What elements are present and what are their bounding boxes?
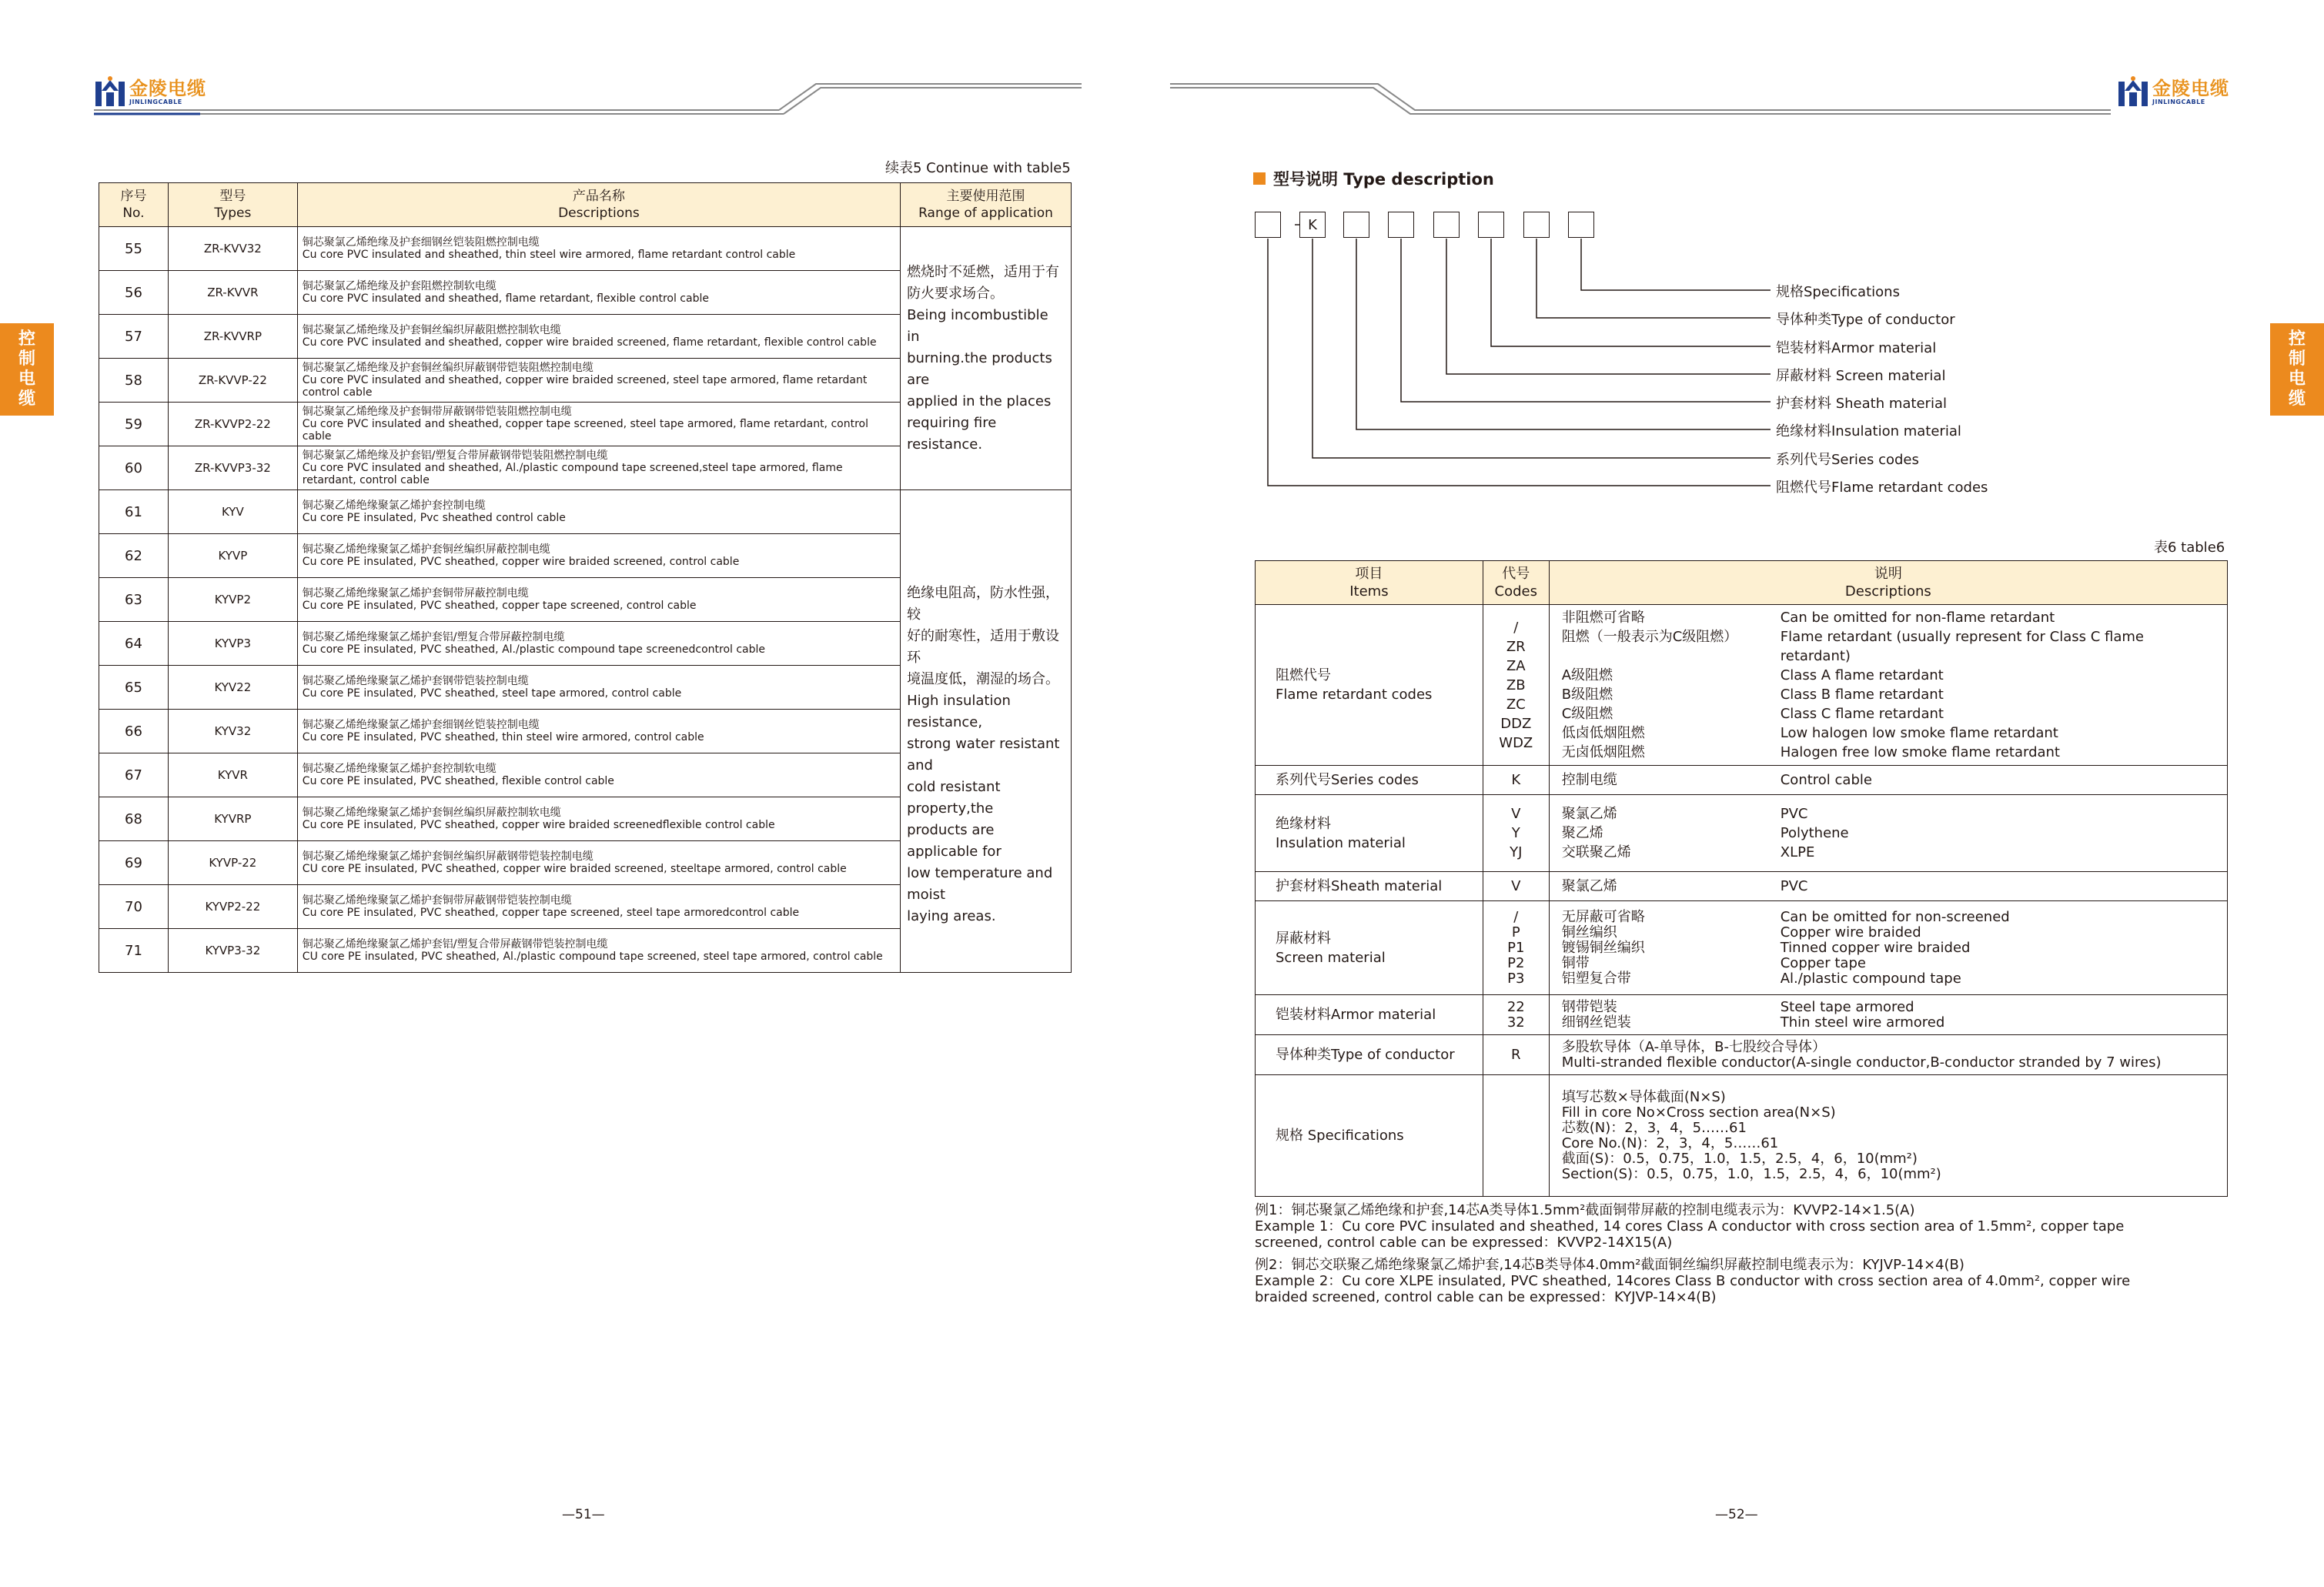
table-row	[99, 490, 1072, 534]
desc-zh: 铜芯聚氯乙烯绝缘及护套细钢丝铠装阻燃控制电缆	[302, 236, 540, 249]
desc-en: Cu core PE insulated, PVC sheathed, flexible control cable	[302, 775, 614, 787]
row-no: 68	[99, 797, 169, 841]
row-codes	[1483, 1075, 1549, 1197]
desc-zh: B级阻燃	[1561, 687, 1613, 703]
desc-zh: C级阻燃	[1561, 706, 1613, 722]
row-no: 62	[99, 534, 169, 578]
desc-en: Class B flame retardant	[1780, 687, 1944, 703]
row-no: 60	[99, 446, 169, 490]
row-type: KYVRP	[168, 797, 297, 841]
desc-line: 芯数(N)：2，3，4，5……61	[1561, 1119, 1747, 1136]
row-type: KYVP2	[168, 578, 297, 622]
example-notes	[1255, 1202, 2240, 1311]
row-desc	[297, 534, 900, 578]
row-no: 63	[99, 578, 169, 622]
diagram-box-2: K	[1299, 212, 1326, 238]
row-item: 绝缘材料 Insulation material	[1256, 795, 1483, 872]
table6-caption: 表6 table6	[2154, 540, 2225, 556]
desc-en: Cu core PVC insulated and sheathed, thin steel wire armored, flame retardant control cable	[302, 249, 796, 261]
row-item: 规格 Specifications	[1256, 1075, 1483, 1197]
row-type: KYV32	[168, 710, 297, 753]
range-fire-resistant: 燃烧时不延燃，适用于有 防火要求场合。 Being incombustible in burning.the products are applied in the places requiring fire resistance.	[901, 227, 1072, 490]
desc-en: Low halogen low smoke flame retardant	[1780, 725, 2058, 741]
row-no: 65	[99, 666, 169, 710]
desc-en: Halogen free low smoke flame retardant	[1780, 744, 2060, 760]
row-item: 阻燃代号 Flame retardant codes	[1256, 605, 1483, 766]
diagram-label-sheath: 护套材料 Sheath material	[1776, 396, 1947, 412]
row-type: KYV	[168, 490, 297, 534]
row-codes: V Y YJ	[1483, 795, 1549, 872]
desc-line: Multi-stranded flexible conductor(A-single conductor,B-conductor stranded by 7 wires)	[1561, 1054, 2162, 1071]
desc-zh: 镀锡铜丝编织	[1561, 939, 1645, 956]
desc-en: Al./plastic compound tape	[1780, 970, 1961, 987]
desc-zh: 铜芯聚乙烯绝缘聚氯乙烯护套铜丝编织屏蔽钢带铠装控制电缆	[302, 850, 594, 863]
desc-en: Control cable	[1780, 772, 1872, 788]
row-type: ZR-KVV32	[168, 227, 297, 271]
orange-square-icon	[1253, 172, 1266, 185]
row-item: 屏蔽材料 Screen material	[1256, 901, 1483, 995]
row-desc	[297, 271, 900, 315]
desc-zh: 聚氯乙烯	[1561, 806, 1617, 822]
desc-zh: 非阻燃可省略	[1561, 610, 1645, 626]
table-row	[1256, 901, 2228, 995]
desc-line: Fill in core No×Cross section area(N×S)	[1561, 1104, 1836, 1121]
desc-zh: 铜芯聚乙烯绝缘聚氯乙烯护套控制软电缆	[302, 763, 497, 775]
row-desc	[297, 797, 900, 841]
brand-name-en: JINLINGCABLE	[2152, 98, 2205, 105]
desc-en: XLPE	[1780, 844, 1815, 860]
header-code: 代号 Codes	[1483, 561, 1549, 605]
row-desc	[297, 490, 900, 534]
table-row	[1256, 995, 2228, 1035]
row-no: 71	[99, 929, 169, 973]
desc-en: Cu core PVC insulated and sheathed, copper wire braided screened, steel tape armored, flame retardant control cable	[302, 374, 868, 399]
table-row	[1256, 1075, 2228, 1197]
table5-caption: 续表5 Continue with table5	[885, 160, 1071, 176]
row-desc	[297, 929, 900, 973]
row-no: 64	[99, 622, 169, 666]
desc-line: 填写芯数×导体截面(N×S)	[1561, 1088, 1726, 1105]
row-desc	[297, 359, 900, 403]
diagram-label-series: 系列代号Series codes	[1776, 452, 1919, 468]
row-item: 系列代号Series codes	[1256, 766, 1483, 795]
desc-en: Cu core PE insulated, PVC sheathed, Al./plastic compound tape screenedcontrol cable	[302, 643, 766, 656]
desc-en: Thin steel wire armored	[1780, 1014, 1945, 1031]
header-type: 型号 Types	[168, 183, 297, 227]
row-no: 69	[99, 841, 169, 885]
side-tab-text: 控制电缆	[18, 329, 35, 409]
logo-mark-icon	[2117, 75, 2149, 108]
diagram-label-conductor: 导体种类Type of conductor	[1776, 312, 1955, 328]
row-no: 66	[99, 710, 169, 753]
diagram-label-screen: 屏蔽材料 Screen material	[1776, 368, 1946, 384]
row-desc	[297, 315, 900, 359]
row-codes: 22 32	[1483, 995, 1549, 1035]
table5-header-row	[99, 183, 1072, 227]
desc-en: PVC	[1780, 878, 1808, 894]
desc-zh: 铝塑复合带	[1561, 970, 1631, 987]
desc-en: Cu core PE insulated, PVC sheathed, thin steel wire armored, control cable	[302, 731, 704, 743]
desc-en: Flame retardant (usually represent for Class C flame retardant)	[1780, 629, 2145, 664]
desc-en: Cu core PVC insulated and sheathed, Al./plastic compound tape screened,steel tape armored, flame retardant, control cable	[302, 462, 843, 486]
side-tab	[0, 323, 54, 416]
row-desc	[1549, 872, 2227, 901]
diagram-label-specifications: 规格Specifications	[1776, 284, 1900, 300]
desc-zh: 铜芯聚乙烯绝缘聚氯乙烯护套铝/塑复合带屏蔽钢带铠装控制电缆	[302, 938, 608, 951]
desc-zh: 控制电缆	[1561, 772, 1617, 788]
desc-en: Can be omitted for non-screened	[1780, 908, 2010, 925]
row-codes: / ZR ZA ZB ZC DDZ WDZ	[1483, 605, 1549, 766]
row-type: KYVP3-32	[168, 929, 297, 973]
table6	[1255, 560, 2228, 1197]
row-desc	[1549, 1075, 2227, 1197]
diagram-box-1	[1255, 212, 1281, 238]
side-tab-right	[2270, 323, 2324, 416]
row-desc	[297, 403, 900, 446]
desc-en: Copper wire braided	[1780, 924, 1921, 941]
diagram-box-4	[1388, 212, 1414, 238]
desc-zh: 铜芯聚乙烯绝缘聚氯乙烯护套铜带屏蔽钢带铠装控制电缆	[302, 894, 572, 907]
table-row	[99, 227, 1072, 271]
desc-zh: 铜芯聚氯乙烯绝缘及护套阻燃控制软电缆	[302, 280, 497, 292]
header-item: 项目 Items	[1256, 561, 1483, 605]
row-no: 59	[99, 403, 169, 446]
example-1: 例1：铜芯聚氯乙烯绝缘和护套,14芯A类导体1.5mm²截面铜带屏蔽的控制电缆表示为：KVVP2-14×1.5(A) Example 1：Cu core PVC insulated and sheathed, 14 cores Class A conductor with cross section area of 1.5mm², copper tape screened, control cable can be expressed：KVVP2-14X15(A)	[1255, 1202, 2125, 1251]
desc-zh: 铜带	[1561, 954, 1590, 971]
range-insulation: 绝缘电阻高，防水性强，较 好的耐寒性，适用于敷设环 境温度低，潮湿的场合。 High insulation resistance, strong water resistant and cold resistant property,the products are applicable for low temperature and moist laying areas.	[901, 490, 1072, 973]
row-desc	[297, 841, 900, 885]
diagram-label-armor: 铠装材料Armor material	[1776, 340, 1937, 356]
desc-zh: 铜芯聚乙烯绝缘聚氯乙烯护套控制电缆	[302, 499, 486, 512]
desc-en: Class C flame retardant	[1780, 706, 1944, 722]
desc-en: CU core PE insulated, PVC sheathed, copper wire braided screened, steeltape armored, control cable	[302, 863, 847, 875]
row-type: KYVP-22	[168, 841, 297, 885]
row-desc	[1549, 1035, 2227, 1075]
diagram-box-8	[1568, 212, 1594, 238]
diagram-lines	[1162, 208, 2086, 500]
desc-zh: 铜芯聚乙烯绝缘聚氯乙烯护套铜带屏蔽控制电缆	[302, 587, 529, 600]
desc-en: Can be omitted for non-flame retardant	[1780, 610, 2055, 626]
example-2: 例2：铜芯交联聚乙烯绝缘聚氯乙烯护套,14芯B类导体4.0mm²截面铜丝编织屏蔽控制电缆表示为：KYJVP-14×4(B) Example 2：Cu core XLPE insulated, PVC sheathed, 14cores Class B conductor with cross section area of 4.0mm², copper wire braided screened, control cable can be expressed：KYJVP-14×4(B)	[1255, 1257, 2131, 1305]
desc-en: Cu core PE insulated, PVC sheathed, copper tape screened, control cable	[302, 600, 697, 612]
table-row	[1256, 766, 2228, 795]
desc-en: Cu core PE insulated, PVC sheathed, copper tape screened, steel tape armoredcontrol cable	[302, 907, 800, 919]
desc-zh: 铜芯聚乙烯绝缘聚氯乙烯护套铜丝编织屏蔽控制电缆	[302, 543, 550, 556]
table6-header-row	[1256, 561, 2228, 605]
row-desc	[297, 885, 900, 929]
desc-line: Section(S)：0.5，0.75，1.0，1.5，2.5，4，6，10(mm²)	[1561, 1165, 1941, 1182]
desc-en: Cu core PVC insulated and sheathed, copper tape screened, steel tape armored, flame retardant, control cable	[302, 418, 868, 443]
row-type: ZR-KVVP2-22	[168, 403, 297, 446]
page-number: —52—	[1715, 1507, 1758, 1522]
row-codes: / P P1 P2 P3	[1483, 901, 1549, 995]
desc-zh: 铜芯聚氯乙烯绝缘及护套铜丝编织屏蔽钢带铠装阻燃控制电缆	[302, 362, 594, 374]
desc-zh: 细钢丝铠装	[1561, 1014, 1631, 1031]
table-row	[1256, 605, 2228, 766]
desc-zh: 铜芯聚氯乙烯绝缘及护套铜带屏蔽钢带铠装阻燃控制电缆	[302, 406, 572, 418]
desc-en: Cu core PE insulated, PVC sheathed, steel tape armored, control cable	[302, 687, 682, 700]
desc-en: Class A flame retardant	[1780, 667, 1944, 683]
desc-zh: 聚氯乙烯	[1561, 878, 1617, 894]
right-page	[1162, 0, 2324, 1587]
desc-zh: 无屏蔽可省略	[1561, 908, 1645, 925]
header-desc: 说明 Descriptions	[1549, 561, 2227, 605]
desc-zh: 聚乙烯	[1561, 825, 1603, 841]
desc-zh: 铜芯聚乙烯绝缘聚氯乙烯护套钢带铠装控制电缆	[302, 675, 529, 687]
desc-zh: 铜芯聚乙烯绝缘聚氯乙烯护套细钢丝铠装控制电缆	[302, 719, 540, 731]
desc-zh: A级阻燃	[1561, 667, 1613, 683]
brand-name-en: JINLINGCABLE	[129, 98, 182, 105]
row-desc	[1549, 901, 2227, 995]
desc-en: Tinned copper wire braided	[1780, 939, 1971, 956]
desc-zh: 低卤低烟阻燃	[1561, 725, 1645, 741]
side-tab-text: 控制电缆	[2288, 329, 2306, 409]
row-no: 57	[99, 315, 169, 359]
diagram-box-6	[1478, 212, 1504, 238]
diagram-label-flame: 阻燃代号Flame retardant codes	[1776, 479, 1988, 496]
desc-en: CU core PE insulated, PVC sheathed, Al./plastic compound tape screened, steel tape armored, control cable	[302, 951, 883, 963]
desc-zh: 铜丝编织	[1561, 924, 1617, 941]
desc-zh: 钢带铠装	[1561, 998, 1617, 1015]
desc-zh: 铜芯聚乙烯绝缘聚氯乙烯护套铜丝编织屏蔽控制软电缆	[302, 807, 561, 819]
row-type: ZR-KVVR	[168, 271, 297, 315]
row-codes: K	[1483, 766, 1549, 795]
row-type: KYV22	[168, 666, 297, 710]
row-desc	[1549, 795, 2227, 872]
row-codes: R	[1483, 1035, 1549, 1075]
page-number: —51—	[562, 1507, 605, 1522]
desc-en: PVC	[1780, 806, 1808, 822]
desc-zh: 交联聚乙烯	[1561, 844, 1631, 860]
desc-line: Core No.(N)：2，3，4，5……61	[1561, 1134, 1779, 1151]
diagram-box-5	[1433, 212, 1460, 238]
row-desc	[1549, 766, 2227, 795]
desc-en: Cu core PE insulated, PVC sheathed, copper wire braided screened, control cable	[302, 556, 740, 568]
row-desc	[1549, 995, 2227, 1035]
row-desc	[297, 227, 900, 271]
desc-zh: 铜芯聚乙烯绝缘聚氯乙烯护套铝/塑复合带屏蔽控制电缆	[302, 631, 565, 643]
row-no: 55	[99, 227, 169, 271]
diagram-box-7	[1523, 212, 1550, 238]
header-lines	[0, 74, 1162, 120]
desc-zh: 铜芯聚氯乙烯绝缘及护套铝/塑复合带屏蔽钢带铠装阻燃控制电缆	[302, 449, 608, 462]
row-no: 56	[99, 271, 169, 315]
desc-en: Cu core PE insulated, PVC sheathed, copper wire braided screenedflexible control cable	[302, 819, 775, 831]
desc-en: Copper tape	[1780, 954, 1866, 971]
brand-name-cn: 金陵电缆	[129, 77, 206, 99]
row-desc	[1549, 605, 2227, 766]
row-desc	[297, 753, 900, 797]
row-no: 58	[99, 359, 169, 403]
desc-en: Cu core PE insulated, Pvc sheathed control cable	[302, 512, 566, 524]
brand-name-cn: 金陵电缆	[2152, 77, 2229, 99]
header-desc: 产品名称 Descriptions	[297, 183, 900, 227]
table-row	[1256, 872, 2228, 901]
row-item: 护套材料Sheath material	[1256, 872, 1483, 901]
desc-zh: 阻燃（一般表示为C级阻燃）	[1561, 629, 1738, 645]
row-no: 61	[99, 490, 169, 534]
row-desc	[297, 666, 900, 710]
table-row	[1256, 1035, 2228, 1075]
row-type: KYVP	[168, 534, 297, 578]
desc-zh: 无卤低烟阻燃	[1561, 744, 1645, 760]
row-type: ZR-KVVRP	[168, 315, 297, 359]
desc-en: Steel tape armored	[1780, 998, 1914, 1015]
table-row	[1256, 795, 2228, 872]
row-type: ZR-KVVP3-32	[168, 446, 297, 490]
header-no: 序号 No.	[99, 183, 169, 227]
brand-logo-right	[2117, 74, 2229, 109]
diagram-label-insulation: 绝缘材料Insulation material	[1776, 423, 1961, 439]
row-type: KYVR	[168, 753, 297, 797]
row-type: KYVP2-22	[168, 885, 297, 929]
row-item: 铠装材料Armor material	[1256, 995, 1483, 1035]
row-item: 导体种类Type of conductor	[1256, 1035, 1483, 1075]
desc-line: 多股软导体（A-单导体，B-七股绞合导体）	[1561, 1038, 1826, 1055]
diagram-box-3	[1343, 212, 1369, 238]
row-no: 67	[99, 753, 169, 797]
desc-en: Polythene	[1780, 825, 1849, 841]
row-type: KYVP3	[168, 622, 297, 666]
desc-zh: 铜芯聚氯乙烯绝缘及护套铜丝编织屏蔽阻燃控制软电缆	[302, 324, 561, 336]
table5	[99, 182, 1072, 973]
desc-en: Cu core PVC insulated and sheathed, copper wire braided screened, flame retardant, flexible control cable	[302, 336, 877, 349]
desc-en: Cu core PVC insulated and sheathed, flame retardant, flexible control cable	[302, 292, 709, 305]
row-desc	[297, 710, 900, 753]
desc-line: 截面(S)：0.5，0.75，1.0，1.5，2.5，4，6，10(mm²)	[1561, 1150, 1918, 1167]
section-title: 型号说明 Type description	[1253, 167, 1494, 190]
row-desc	[297, 622, 900, 666]
header-range: 主要使用范围 Range of application	[901, 183, 1072, 227]
row-type: ZR-KVVP-22	[168, 359, 297, 403]
row-desc	[297, 578, 900, 622]
row-no: 70	[99, 885, 169, 929]
row-desc	[297, 446, 900, 490]
row-codes: V	[1483, 872, 1549, 901]
